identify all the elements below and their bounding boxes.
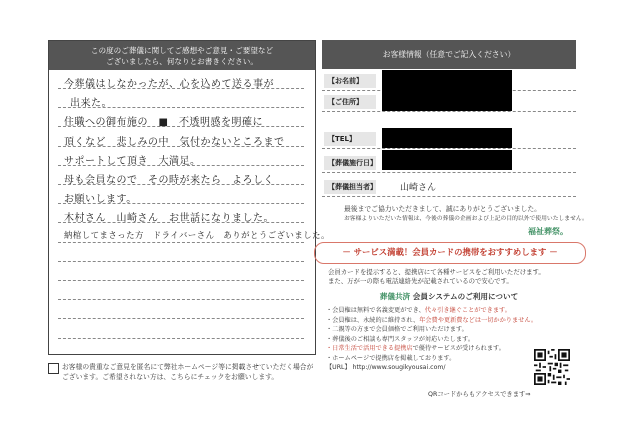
handwritten-line: お願いします。	[64, 194, 137, 206]
consent-row	[48, 362, 314, 388]
ruled-line	[58, 299, 304, 300]
customer-info-header: お客様情報（任意でご記入ください）	[322, 40, 576, 69]
consent-checkbox[interactable]	[48, 363, 59, 374]
redaction-block	[382, 89, 512, 111]
bullet-text: ・会員権は、永続的に維持され、	[326, 316, 420, 324]
membership-bullet	[326, 316, 537, 326]
handwritten-line: 木村さん 山崎さん お世話になりました。	[64, 213, 274, 225]
bullet-text: ・会員権は無料で名義変更ができ、	[326, 307, 425, 314]
ruled-line	[58, 338, 304, 339]
date-label: 【葬儀施行日】	[324, 156, 376, 170]
ruled-line	[58, 318, 304, 319]
thanks-line-2: お客様よりいただいた情報は、今後の葬儀の企画および上記の目的以外で使用いたしません。	[344, 216, 588, 222]
ruled-line	[58, 261, 304, 262]
comment-header-line-1: この度のご葬儀に関してご感想やご意見・ご要望など	[90, 46, 274, 55]
bullet-text: 【URL】 http://www.sougikyousai.com/	[326, 364, 446, 371]
staff-label: 【葬儀担当者】	[324, 180, 376, 194]
thanks-message	[344, 204, 588, 224]
bullet-rest: で優待サービスが受けられます。	[412, 345, 505, 352]
membership-subtitle	[322, 291, 576, 302]
bullet-text: ・ホームページで提携店を掲載しております。	[326, 354, 456, 362]
membership-info	[328, 268, 545, 286]
brand-logo: 福祉葬祭。	[528, 226, 568, 236]
name-label: 【お名前】	[324, 74, 376, 88]
staff-value: 山崎さん	[400, 183, 437, 193]
staff-field	[322, 178, 576, 197]
membership-bullet	[326, 344, 537, 354]
handwritten-line: 出来た。	[70, 98, 112, 110]
bullet-highlight: ・日常生活で活用できる提携店	[326, 345, 413, 352]
handwritten-line: 今葬儀はしなかったが、心を込めて送る事が	[64, 79, 274, 90]
comment-panel-header	[49, 41, 315, 70]
tel-field	[322, 130, 576, 149]
comment-header-line-2: ございましたら、何なりとお書きください。	[106, 57, 258, 66]
qr-code-icon[interactable]	[534, 349, 570, 385]
bullet-text: ・葬儀後のご相談も専門スタッフが対応いたします。	[326, 335, 475, 343]
date-field	[322, 154, 576, 173]
thanks-line-1: 最後までご協力いただきまして、誠にありがとうございました。	[344, 205, 541, 213]
bullet-highlight: 代々引き継ぐことができます。	[424, 307, 511, 314]
membership-banner	[314, 242, 586, 264]
consent-line-1: お客様の貴重なご意見を匿名にて弊社ホームページ等に掲載させていただく場合が	[62, 363, 314, 371]
subtitle-rest: 会員システムのご利用について	[410, 292, 519, 301]
handwritten-line: サポートして頂き 大満足。	[64, 155, 201, 167]
membership-banner-title: － サービス満載！会員カードの携帯をおすすめします －	[342, 247, 558, 257]
ruled-line	[58, 280, 304, 281]
membership-bullet	[326, 325, 537, 335]
consent-text	[62, 362, 313, 382]
info-line-1: 会員カードを提示すると、提携店にて各種サービスをご利用いただけます。	[328, 268, 545, 276]
membership-bullets	[326, 306, 537, 373]
membership-bullet	[326, 335, 537, 345]
bullet-highlight: 年会費や更新費などは一切かかりません。	[419, 316, 538, 324]
qr-note: QRコードからもアクセスできます⇒	[428, 391, 531, 398]
address-field	[322, 93, 576, 112]
handwritten-line: 母も会員なので その時が来たら よろしく	[64, 175, 274, 186]
consent-line-2: ございます。ご希望されない方は、こちらにチェックをお願いします。	[62, 373, 279, 381]
membership-bullet	[326, 354, 537, 364]
tel-label: 【TEL】	[324, 132, 376, 146]
handwritten-line: 頂くなど 悲しみの中 気付かないところまで	[64, 136, 285, 148]
redaction-block	[382, 150, 512, 170]
membership-bullet	[326, 306, 537, 316]
membership-bullet	[326, 363, 537, 373]
redaction-block	[382, 128, 512, 148]
ruled-line	[58, 242, 304, 243]
redaction-block	[382, 70, 512, 90]
info-line-2: また、万が一の際も電話連絡先が記載されているので安心です。	[328, 277, 513, 285]
handwritten-line: 住職への御布施の ■ 不透明感を明確に	[64, 117, 263, 129]
handwritten-line: 納棺してまさった方 ドライバーさん ありがとうございました。	[64, 229, 330, 240]
subtitle-accent: 葬儀共済	[379, 292, 411, 301]
address-label: 【ご住所】	[324, 95, 376, 109]
bullet-text: ・二親等の方まで会員価格でご利用いただけます。	[326, 326, 468, 333]
